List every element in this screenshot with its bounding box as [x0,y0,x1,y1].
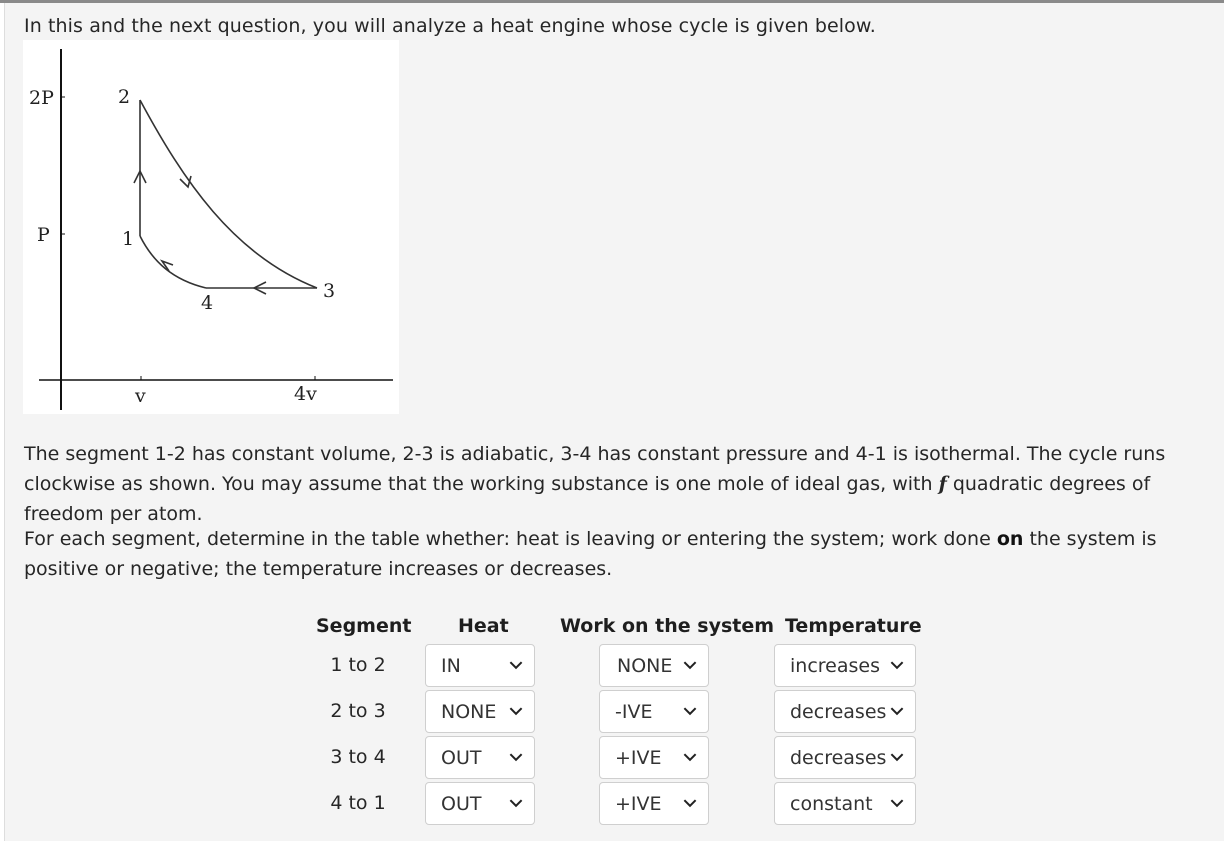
heat-select[interactable]: IN [425,644,535,687]
segment-label: 1 to 2 [330,654,386,676]
segment-label: 3 to 4 [330,746,386,768]
work-select[interactable]: +IVE [599,736,709,779]
temperature-select[interactable]: decreases [774,690,916,733]
chevron-down-icon [681,794,699,812]
point-label-4: 4 [201,292,214,314]
instruction-text: For each segment, determine in the table whether: heat is leaving or entering the system; work done on the system is positive or negative; the temperature increases or decreases. [24,528,1157,580]
segment-4-1 [140,236,206,288]
point-label-2: 2 [118,86,131,108]
arrow-2-3 [180,176,191,187]
header-segment: Segment [316,615,412,637]
chevron-down-icon [681,748,699,766]
work-select[interactable]: NONE [599,644,709,687]
temperature-select[interactable]: decreases [774,736,916,779]
segment-label: 4 to 1 [330,792,386,814]
chevron-down-icon [888,748,906,766]
label-4v: 4v [294,383,317,405]
label-v: v [135,385,146,407]
cycle-description: The segment 1-2 has constant volume, 2-3 is adiabatic, 3-4 has constant pressure and 4-1 is isothermal. The cycle runs clockwise as shown. You may assume that the working substance is one mole of ideal gas, with f quadratic degrees of freedom per atom. [24,443,1166,525]
segment-label: 2 to 3 [330,700,386,722]
chevron-down-icon [888,702,906,720]
header-temperature: Temperature [785,615,922,637]
chevron-down-icon [507,794,525,812]
pv-cycle-diagram [23,40,399,414]
heat-select[interactable]: OUT [425,782,535,825]
heat-select[interactable]: NONE [425,690,535,733]
header-heat: Heat [458,615,509,637]
point-label-3: 3 [323,280,336,302]
chevron-down-icon [888,794,906,812]
chevron-down-icon [681,702,699,720]
question-panel [4,3,1224,841]
header-work: Work on the system [560,615,775,637]
work-select[interactable]: +IVE [599,782,709,825]
chevron-down-icon [888,656,906,674]
chevron-down-icon [681,656,699,674]
point-label-1: 1 [122,228,135,250]
temperature-select[interactable]: increases [774,644,916,687]
label-p: P [37,224,50,246]
chevron-down-icon [507,702,525,720]
chevron-down-icon [507,748,525,766]
segment-2-3 [140,100,317,288]
temperature-select[interactable]: constant [774,782,916,825]
work-select[interactable]: -IVE [599,690,709,733]
chevron-down-icon [507,656,525,674]
intro-text: In this and the next question, you will analyze a heat engine whose cycle is given below. [24,15,876,37]
heat-select[interactable]: OUT [425,736,535,779]
label-2p: 2P [29,87,54,109]
f-symbol: f [938,473,947,495]
